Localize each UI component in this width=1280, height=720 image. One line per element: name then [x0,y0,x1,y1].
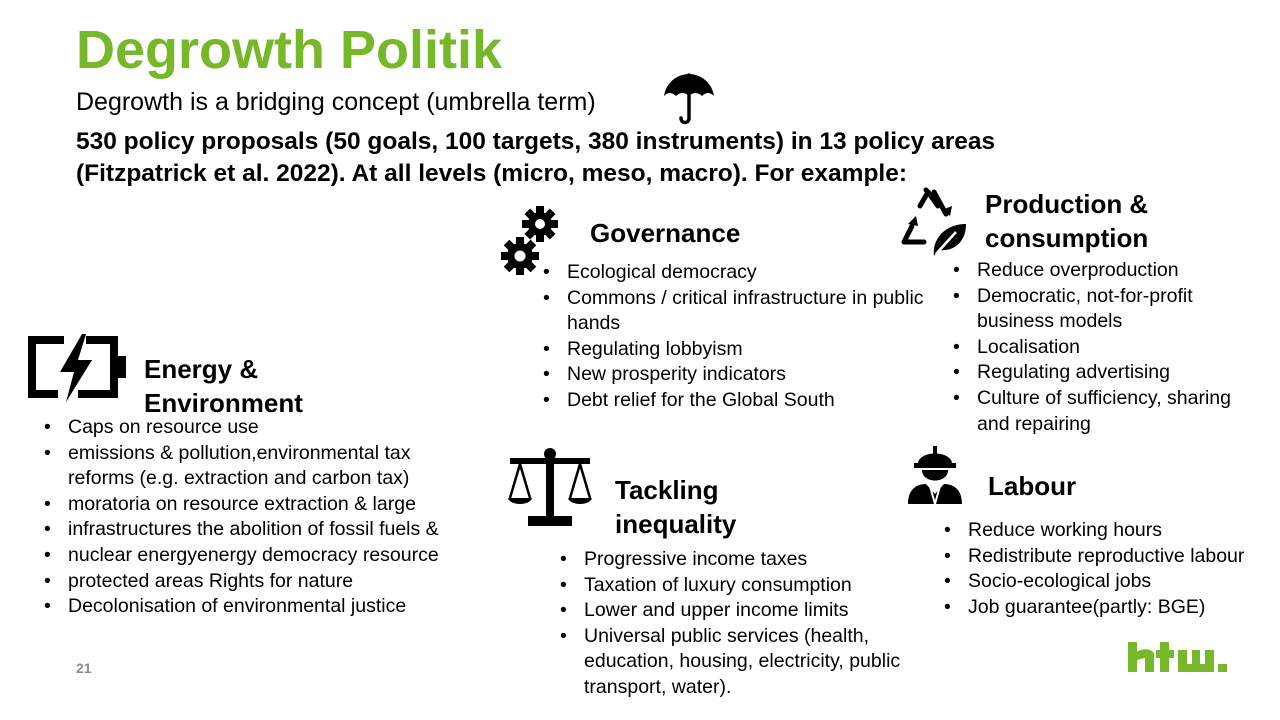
production-title-line-2: consumption [985,223,1149,253]
list-item: education, housing, electricity, public [584,650,901,673]
list-item: • Socio-ecological jobs [944,569,1244,595]
list-item: • Localisation [953,335,1231,361]
inequality-list [560,547,900,701]
energy-title-line-1: Energy & [144,354,259,384]
list-item: reforms (e.g. extraction and carbon tax) [68,467,410,490]
inequality-title-line-1: Tackling [615,475,719,505]
list-item: • Culture of sufficiency, sharing [953,386,1231,412]
governance-list [543,260,924,414]
production-list [953,258,1231,437]
list-item: • protected areas Rights for nature [44,569,439,595]
list-item: hands [567,312,621,335]
recycle-leaf-icon [898,186,970,260]
energy-list [44,415,439,620]
list-item: • Debt relief for the Global South [543,388,924,414]
list-item: • Job guarantee(partly: BGE) [944,595,1244,621]
page-number: 21 [76,660,92,676]
scales-icon [506,444,594,530]
labour-title: Labour [988,471,1077,501]
list-item: • Ecological democracy [543,260,924,286]
list-item: • infrastructures the abolition of fossil fuels & [44,517,439,543]
list-item: • Taxation of luxury consumption [560,573,900,599]
list-item: and repairing [977,412,1091,435]
labour-list [944,518,1244,620]
list-item: • nuclear energyenergy democracy resource [44,543,439,569]
governance-title: Governance [590,218,741,248]
inequality-title-line-2: inequality [615,509,737,539]
slide-title: Degrowth Politik [76,20,503,80]
list-item: • Progressive income taxes [560,547,900,573]
slide-subtitle: Degrowth is a bridging concept (umbrella term) [76,88,596,116]
list-item: • Commons / critical infrastructure in public [543,286,924,312]
list-item: • Regulating advertising [953,360,1231,386]
list-item: • Universal public services (health, [560,624,900,650]
list-item: • Redistribute reproductive labour [944,544,1244,570]
list-item: • emissions & pollution,environmental tax [44,441,439,467]
lead-line-2: (Fitzpatrick et al. 2022). At all levels (micro, meso, macro). For example: [76,160,908,187]
list-item: • New prosperity indicators [543,362,924,388]
list-item: • moratoria on resource extraction & large [44,492,439,518]
list-item: • Lower and upper income limits [560,598,900,624]
list-item: • Democratic, not-for-profit [953,284,1231,310]
energy-title-line-2: Environment [144,388,303,418]
list-item: • Caps on resource use [44,415,439,441]
list-item: • Reduce overproduction [953,258,1231,284]
lead-line-1: 530 policy proposals (50 goals, 100 targets, 380 instruments) in 13 policy areas [76,128,996,155]
list-item: transport, water). [584,675,732,698]
list-item: • Reduce working hours [944,518,1244,544]
list-item: • Decolonisation of environmental justice [44,594,439,620]
list-item: business models [977,310,1123,333]
umbrella-icon [662,72,716,128]
list-item: • Regulating lobbyism [543,337,924,363]
production-title-line-1: Production & [985,189,1149,219]
battery-bolt-icon [24,334,128,402]
htw-logo [1126,638,1232,681]
worker-helmet-icon [904,442,966,506]
